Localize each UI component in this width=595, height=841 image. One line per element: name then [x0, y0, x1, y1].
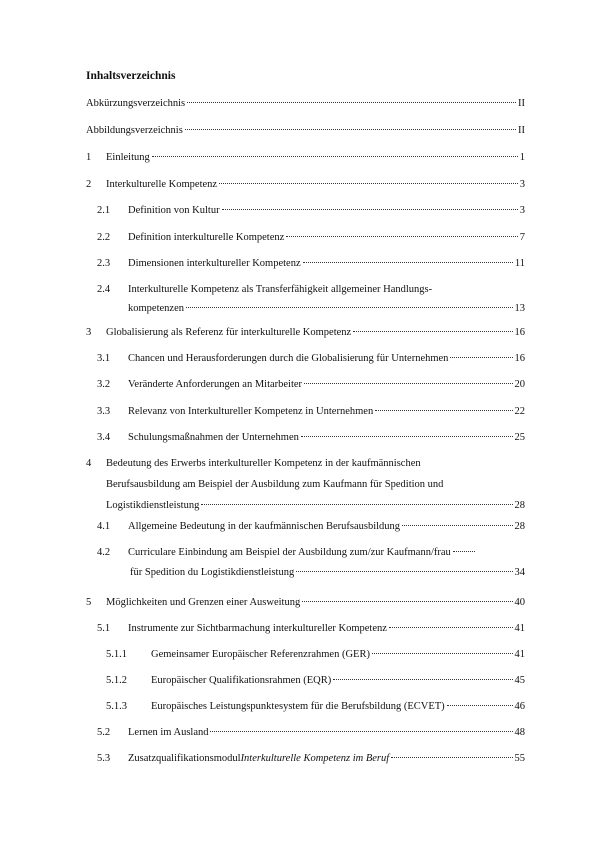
toc-dot-leader [453, 551, 475, 552]
toc-page-number: 16 [514, 353, 525, 364]
toc-entry-title: Definition interkulturelle Kompetenz [128, 232, 285, 243]
toc-dot-leader [286, 236, 517, 237]
toc-dot-leader [219, 183, 518, 184]
toc-entry-title: Abkürzungsverzeichnis [86, 98, 186, 109]
toc-page-number: 41 [514, 649, 525, 660]
toc-page-number: 40 [514, 597, 525, 608]
toc-entry-title: Curriculare Einbindung am Beispiel der Ausbildung zum/zur Kaufmann/frau [128, 547, 451, 558]
toc-dot-leader [333, 679, 512, 680]
toc-entry-title: für Spedition du Logistikdienstleistung [130, 567, 295, 578]
toc-page-number: 16 [514, 327, 525, 338]
toc-entry-number: 5.2 [97, 727, 111, 738]
toc-entry-title: Veränderte Anforderungen an Mitarbeiter [128, 379, 303, 390]
page-title: Inhaltsverzeichnis [86, 70, 176, 82]
toc-entry-title-italic: Interkulturelle Kompetenz im Beruf [240, 753, 390, 764]
toc-entry[interactable] [97, 520, 525, 534]
toc-dot-leader [303, 262, 513, 263]
toc-page-number: 3 [519, 179, 525, 190]
toc-entry[interactable] [97, 378, 525, 392]
toc-entry[interactable] [97, 622, 525, 636]
toc-entry[interactable] [97, 257, 525, 271]
toc-entry-number: 3 [86, 327, 92, 338]
toc-entry[interactable] [86, 151, 525, 165]
toc-page-number: 48 [514, 727, 525, 738]
toc-entry-title: Gemeinsamer Europäischer Referenzrahmen (GER) [151, 649, 370, 660]
toc-entry-number: 2.3 [97, 258, 111, 269]
toc-page-number: 25 [514, 432, 525, 443]
toc-entry[interactable] [86, 326, 525, 340]
toc-entry-title: Möglichkeiten und Grenzen einer Ausweitung [106, 597, 301, 608]
toc-entry-number: 3.2 [97, 379, 111, 390]
toc-entry[interactable] [97, 352, 525, 366]
toc-entry-title: Europäisches Leistungspunktesystem für die Berufsbildung (ECVET) [151, 701, 445, 712]
toc-entry[interactable] [97, 752, 525, 766]
toc-entry-title: Globalisierung als Referenz für interkulturelle Kompetenz [106, 327, 352, 338]
toc-page-number: 3 [519, 205, 525, 216]
toc-entry-title: Definition von Kultur [128, 205, 220, 216]
toc-entry-title: Zusatzqualifikationsmodul [128, 753, 241, 764]
toc-page-number: 46 [514, 701, 525, 712]
toc-entry-number: 5.1.1 [106, 649, 127, 660]
toc-entry[interactable] [97, 726, 525, 740]
toc-entry-number: 3.1 [97, 353, 111, 364]
toc-entry[interactable] [86, 178, 525, 192]
toc-entry[interactable] [97, 431, 525, 445]
toc-entry-number: 3.4 [97, 432, 111, 443]
toc-dot-leader [447, 705, 513, 706]
toc-dot-leader [302, 601, 512, 602]
toc-page-number: 13 [514, 303, 525, 314]
toc-dot-leader [222, 209, 518, 210]
toc-entry-title: Interkulturelle Kompetenz [106, 179, 218, 190]
toc-entry-number: 4.1 [97, 521, 111, 532]
toc-page-number: 20 [514, 379, 525, 390]
toc-dot-leader [450, 357, 512, 358]
toc-entry[interactable] [106, 700, 525, 714]
toc-entry-number: 5.3 [97, 753, 111, 764]
toc-entry-title: Allgemeine Bedeutung in der kaufmännischen Berufsausbildung [128, 521, 401, 532]
toc-dot-leader [375, 410, 512, 411]
toc-entry-number: 2.4 [97, 284, 111, 295]
toc-entry-number: 3.3 [97, 406, 111, 417]
toc-entry-title: Abbildungsverzeichnis [86, 125, 183, 136]
toc-entry-number: 5 [86, 597, 92, 608]
toc-page-number: 45 [514, 675, 525, 686]
toc-page-number: 1 [519, 152, 525, 163]
toc-dot-leader [402, 525, 512, 526]
toc-entry-number: 2.2 [97, 232, 111, 243]
toc-entry-number: 5.1.3 [106, 701, 127, 712]
toc-page-number: 28 [514, 500, 525, 511]
toc-entry-title: Berufsausbildung am Beispiel der Ausbildung zum Kaufmann für Spedition und [106, 479, 444, 490]
toc-dot-leader [372, 653, 513, 654]
toc-page-number: 41 [514, 623, 525, 634]
toc-page-number: 22 [514, 406, 525, 417]
toc-entry-title: Dimensionen interkultureller Kompetenz [128, 258, 301, 269]
toc-entry-number: 2 [86, 179, 92, 190]
toc-entry[interactable] [86, 596, 525, 610]
toc-entry-title: Bedeutung des Erwerbs interkultureller Kompetenz in der kaufmännischen [106, 458, 421, 469]
toc-entry-number: 5.1.2 [106, 675, 127, 686]
toc-dot-leader [301, 436, 513, 437]
toc-page-number: II [518, 98, 525, 109]
toc-entry-title: Relevanz von Interkultureller Kompetenz in Unternehmen [128, 406, 374, 417]
toc-entry-number: 4 [86, 458, 92, 469]
toc-page-number: 34 [514, 567, 525, 578]
toc-entry-title: Einleitung [106, 152, 150, 163]
toc-entry-title: Interkulturelle Kompetenz als Transferfähigkeit allgemeiner Handlungs- [128, 284, 433, 295]
toc-entry[interactable] [106, 674, 525, 688]
toc-entry-title: Chancen und Herausforderungen durch die Globalisierung für Unternehmen [128, 353, 449, 364]
toc-entry-number: 2.1 [97, 205, 111, 216]
toc-entry-title: Instrumente zur Sichtbarmachung interkultureller Kompetenz [128, 623, 387, 634]
toc-dot-leader [210, 731, 512, 732]
toc-dot-leader [304, 383, 512, 384]
toc-dot-leader [296, 571, 512, 572]
toc-entry[interactable] [86, 97, 525, 111]
toc-dot-leader [186, 307, 513, 308]
toc-dot-leader [353, 331, 512, 332]
toc-page-number: 55 [514, 753, 525, 764]
toc-entry[interactable] [86, 457, 525, 513]
toc-page-number: 11 [514, 258, 525, 269]
toc-dot-leader [152, 156, 518, 157]
toc-entry[interactable] [86, 124, 525, 138]
toc-entry-title: Schulungsmaßnahmen der Unternehmen [128, 432, 299, 443]
toc-entry[interactable] [97, 405, 525, 419]
toc-entry[interactable] [97, 546, 525, 580]
toc-entry-title: Lernen im Ausland [128, 727, 209, 738]
toc-entry-number: 4.2 [97, 547, 111, 558]
toc-entry[interactable] [97, 204, 525, 218]
toc-page-number: II [518, 125, 525, 136]
toc-dot-leader [391, 757, 512, 758]
toc-entry[interactable] [97, 283, 525, 316]
toc-dot-leader [201, 504, 512, 505]
toc-entry-title: kompetenzen [128, 303, 184, 314]
toc-entry-title: Logistikdienstleistung [106, 500, 200, 511]
toc-page-number: 7 [519, 232, 525, 243]
toc-entry-number: 1 [86, 152, 92, 163]
toc-dot-leader [187, 102, 516, 103]
toc-page-number: 28 [514, 521, 525, 532]
toc-entry-title: Europäischer Qualifikationsrahmen (EQR) [151, 675, 332, 686]
toc-dot-leader [185, 129, 516, 130]
toc-dot-leader [389, 627, 513, 628]
toc-entry[interactable] [97, 231, 525, 245]
toc-entry[interactable] [106, 648, 525, 662]
toc-entry-number: 5.1 [97, 623, 111, 634]
